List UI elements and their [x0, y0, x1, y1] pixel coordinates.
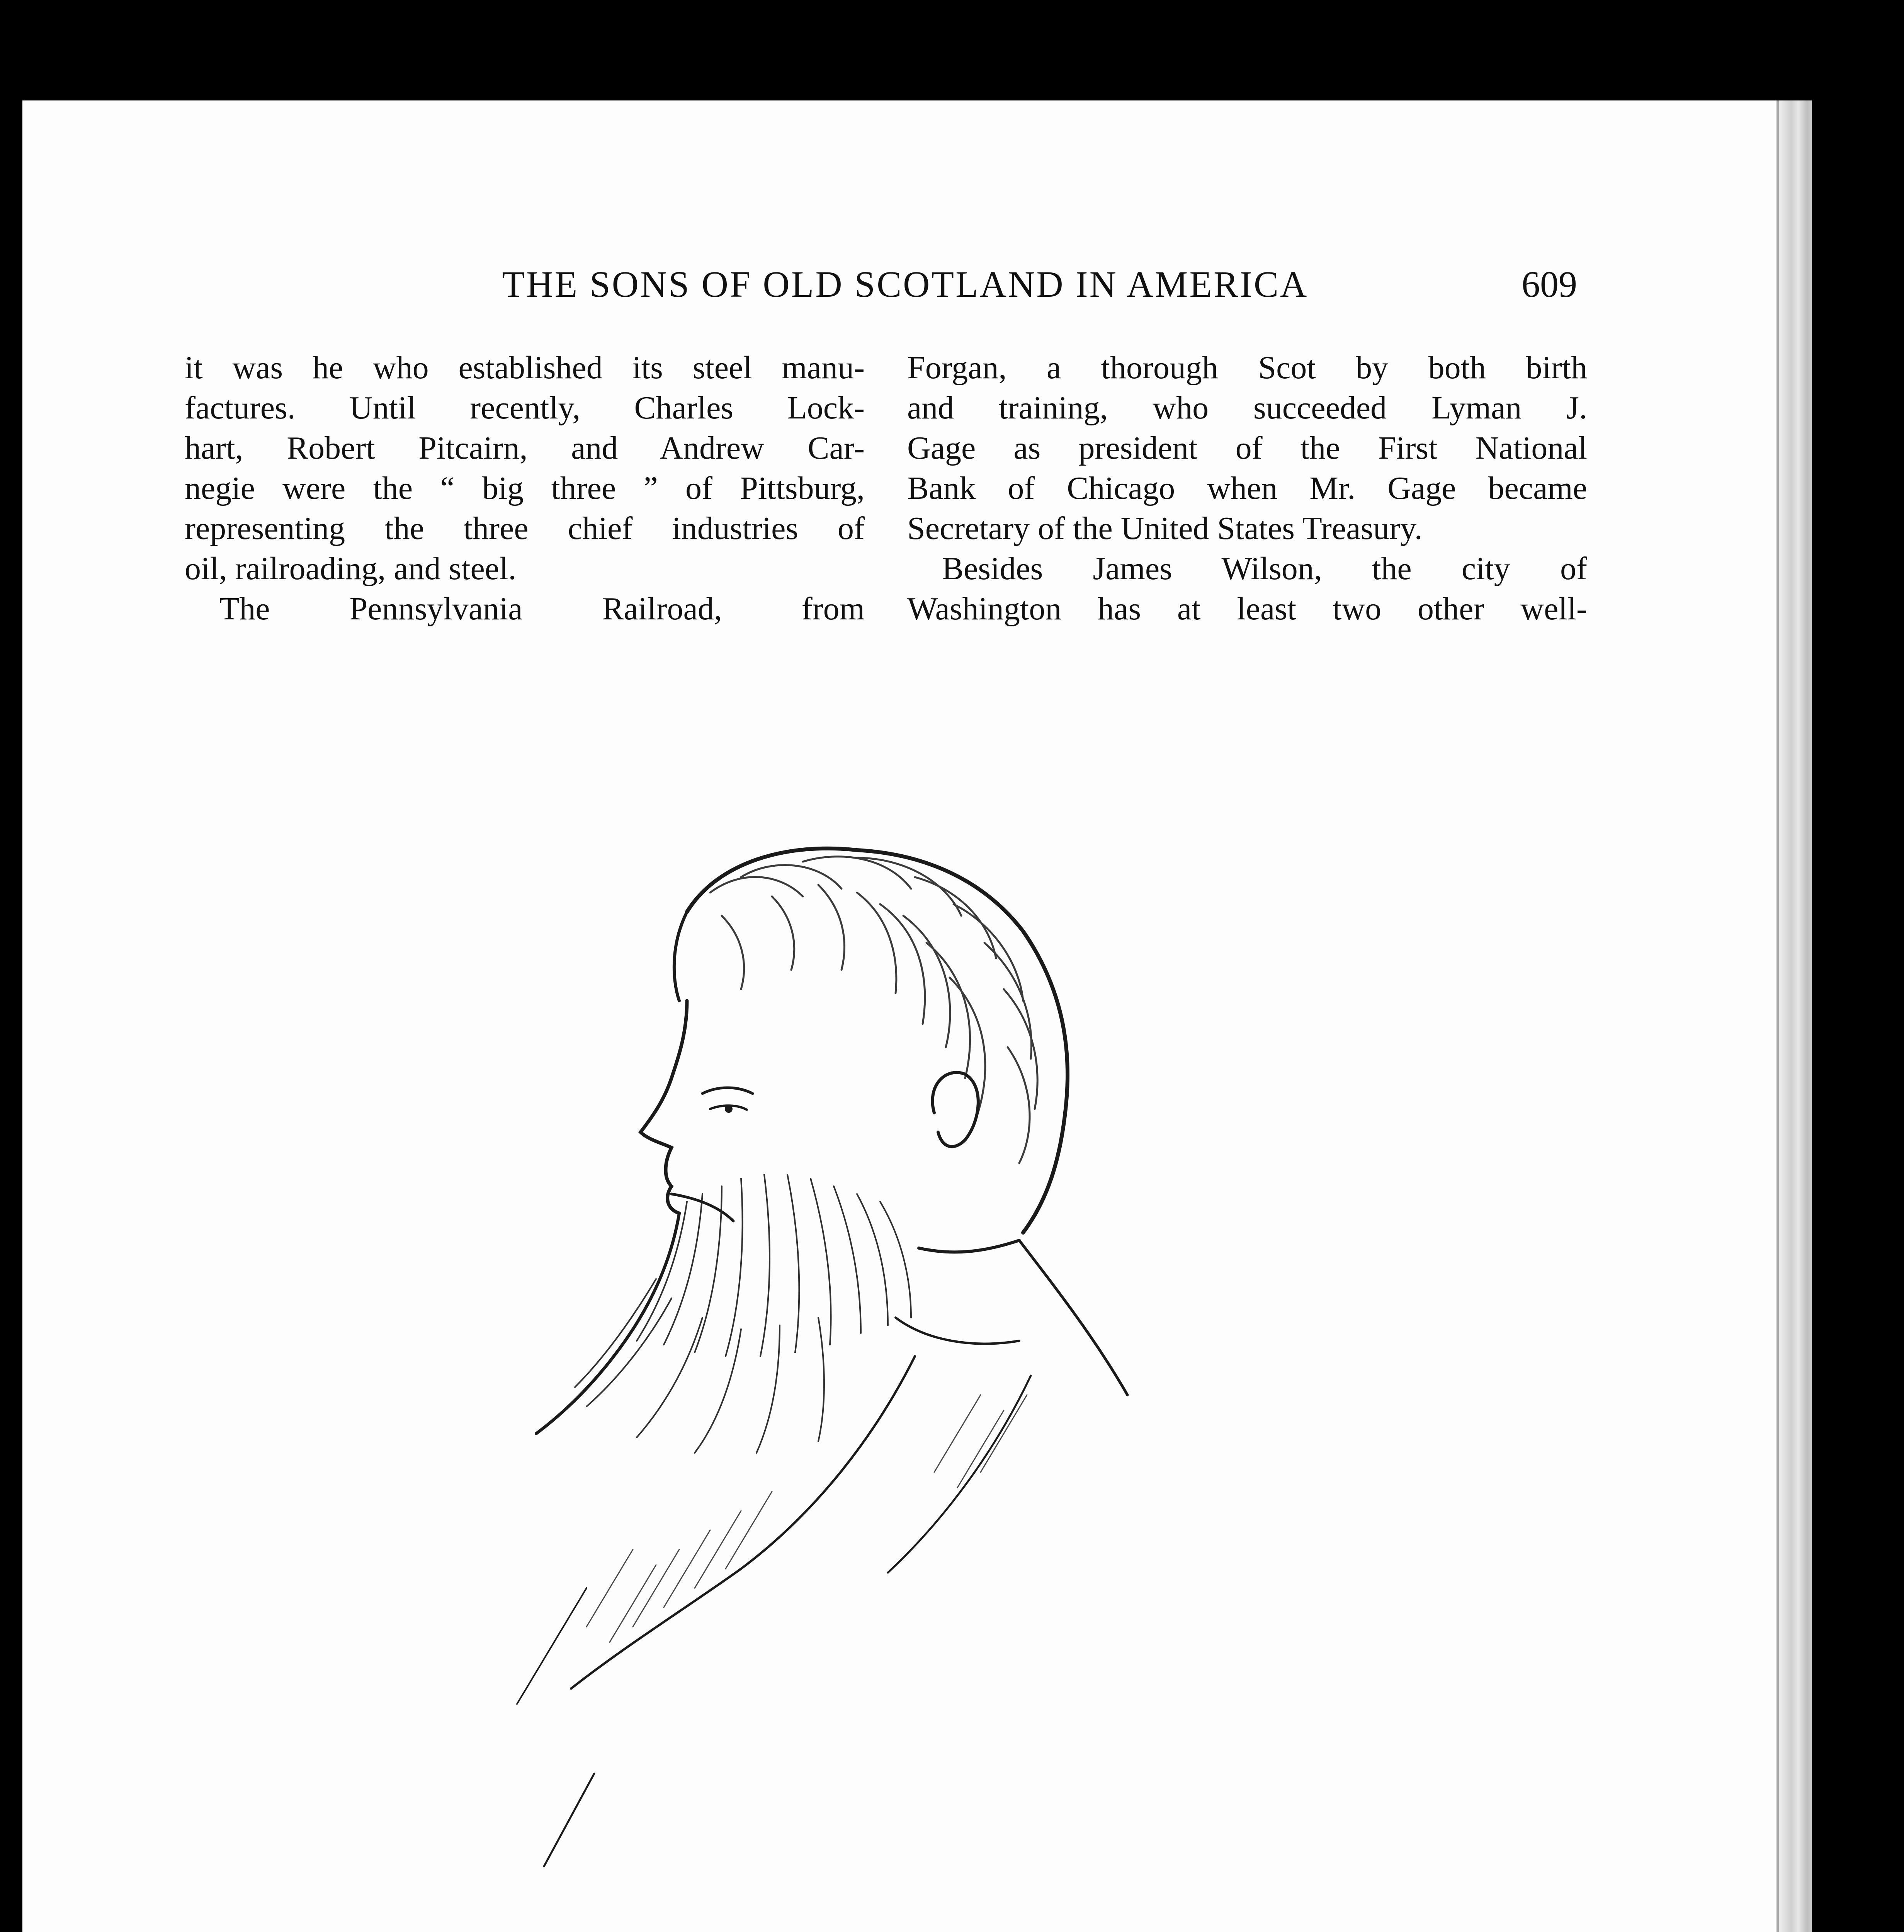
text-line: factures. Until recently, Charles Lock-	[185, 390, 865, 426]
page-edge-shading	[1776, 100, 1812, 1932]
text-line: Besides James Wilson, the city of	[942, 551, 1587, 587]
coat-outline	[1019, 1240, 1127, 1395]
face-profile	[641, 1001, 687, 1213]
magazine-page	[22, 100, 1812, 1932]
ear	[932, 1073, 978, 1147]
text-line: Forgan, a thorough Scot by both birth	[907, 350, 1587, 386]
text-column-top-left	[185, 348, 865, 629]
john-muir-portrait-illustration	[471, 815, 1243, 1932]
text-line: negie were the “ big three ” of Pittsburg,	[185, 470, 865, 506]
page-number: 609	[1522, 264, 1577, 305]
text-line: Secretary of the United States Treasury.	[907, 510, 1423, 546]
text-line: it was he who established its steel manu-	[185, 350, 865, 386]
text-line: hart, Robert Pitcairn, and Andrew Car-	[185, 430, 865, 466]
beard-outline	[536, 1213, 679, 1434]
hair-outline	[687, 849, 1068, 1233]
text-line: Gage as president of the First National	[907, 430, 1587, 466]
text-line: The Pennsylvania Railroad, from	[219, 591, 865, 627]
text-line: oil, railroading, and steel.	[185, 551, 517, 587]
collar	[919, 1240, 1019, 1252]
text-line: Washington has at least two other well-	[907, 591, 1587, 627]
text-line: representing the three chief industries of	[185, 510, 865, 546]
text-line: and training, who succeeded Lyman J.	[907, 390, 1587, 426]
text-column-top-right	[907, 348, 1587, 629]
running-head: THE SONS OF OLD SCOTLAND IN AMERICA	[502, 264, 1309, 305]
text-line: Bank of Chicago when Mr. Gage became	[907, 470, 1587, 506]
